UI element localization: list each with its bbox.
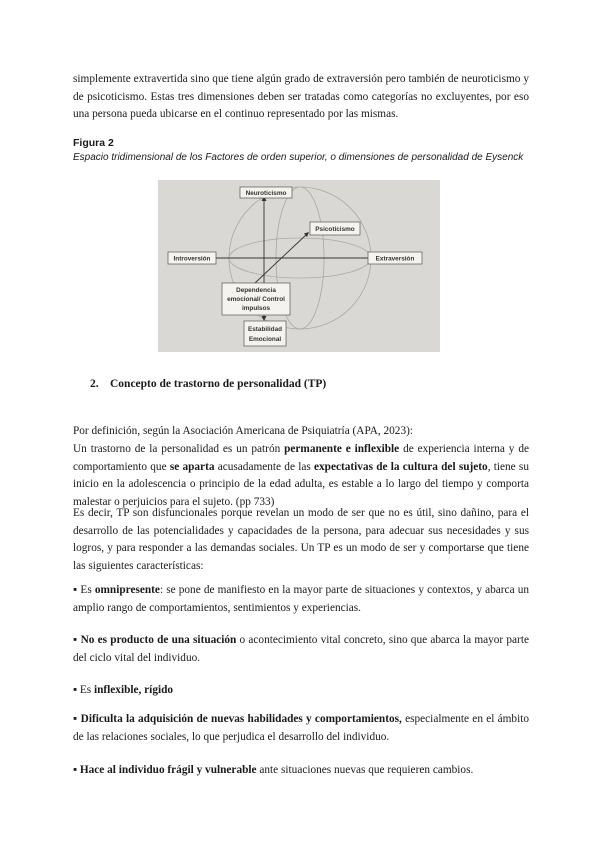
- bullet-4-prefix: ▪: [73, 713, 81, 725]
- quote-part-2: de experiencia interna y de comportamiento que: [73, 443, 529, 473]
- definition-quote: [73, 441, 529, 511]
- bullet-4-bold: Dificulta la adquisición de nuevas habilidades y comportamientos,: [80, 713, 402, 725]
- label-introversion: [168, 252, 216, 264]
- figure-label: Figura 2: [73, 137, 114, 149]
- bullet-2-bold: No es producto de una situación: [80, 634, 237, 646]
- bullet-3-prefix: ▪ Es: [73, 684, 94, 696]
- quote-bold-1: permanente e inflexible: [284, 443, 400, 455]
- intro-paragraph: simplemente extravertida sino que tiene algún grado de extraversión pero también de neuroticismo y de psicoticismo. Estas tres dimensiones deben ser tratadas como categorías no excluyentes, por eso una persona pueda ubicarse en el continuo representado por las mismas.: [73, 73, 529, 121]
- bullet-2-text: o acontecimiento vital concreto, sino que abarca la mayor parte del ciclo vital del individuo.: [73, 634, 529, 664]
- bullet-1-prefix: ▪ Es: [73, 584, 95, 596]
- label-psicoticismo: [310, 222, 360, 235]
- label-psicoticismo-text: Psicoticismo: [315, 226, 355, 233]
- label-dependencia-line3: impulsos: [241, 305, 271, 312]
- bullet-inflexible: [73, 682, 529, 700]
- label-dependencia-line2: emocional/ Control: [227, 296, 285, 303]
- bullet-omnipresente: [73, 582, 529, 617]
- bullet-1-bold: omnipresente: [94, 584, 160, 596]
- label-dependencia-line1: Dependencia: [236, 287, 276, 294]
- section-title: Concepto de trastorno de personalidad (TP): [110, 378, 327, 390]
- label-neuroticismo-text: Neuroticismo: [245, 190, 287, 197]
- bullet-5-prefix: ▪: [73, 764, 80, 776]
- label-dependencia: [222, 283, 290, 315]
- label-estabilidad-line1: Estabilidad: [247, 326, 283, 333]
- quote-part-1: Un trastorno de la personalidad es un patrón: [73, 443, 285, 455]
- figure-caption: Espacio tridimensional de los Factores de orden superior, o dimensiones de personalidad de Eysenck: [73, 152, 524, 163]
- bullet-situacion: [73, 632, 529, 667]
- label-extraversion: [368, 252, 422, 264]
- eysenck-diagram: [158, 180, 440, 352]
- bullet-5-bold: Hace al individuo frágil y vulnerable: [79, 764, 257, 776]
- quote-bold-2: se aparta: [169, 460, 215, 473]
- bullet-3-bold: inflexible, rígido: [93, 684, 174, 696]
- label-estabilidad-line2: Emocional: [248, 336, 282, 343]
- quote-part-4: , tiene su inicio en la adolescencia o principio de la edad adulta, es estable a lo largo del tiempo y comporta malestar o perjuicios para el sujeto. (pp 733): [73, 460, 529, 508]
- quote-part-3: acusadamente de las: [214, 460, 314, 473]
- quote-bold-3: expectativas de la cultura del sujeto: [314, 460, 488, 473]
- definition-paragraph-2: Es decir, TP son disfuncionales porque revelan un modo de ser que no es útil, sino dañino, para el desarrollo de las potencialidades y capacidades de la persona, para adecuar sus necesidades y sus logros, y para responder a las demandas sociales. Un TP es un modo de ser y comportarse que tiene las siguientes características:: [73, 507, 529, 572]
- bullet-fragil: [73, 762, 529, 780]
- bullet-5-text: ante situaciones nuevas que requieren cambios.: [256, 764, 474, 776]
- bullet-1-text: : se pone de manifiesto en la mayor parte de situaciones y contextos, y abarca un amplio rango de comportamientos, sentimientos y experiencias.: [73, 584, 530, 614]
- label-extraversion-text: Extraversión: [375, 255, 415, 263]
- bullet-habilidades: [73, 711, 529, 746]
- bullet-2-prefix: ▪: [73, 634, 81, 646]
- eysenck-diagram-svg: [158, 180, 440, 352]
- section-number: 2.: [90, 378, 99, 390]
- section-heading: [90, 378, 326, 390]
- definition-intro: Por definición, según la Asociación Americana de Psiquiatría (APA, 2023):: [73, 425, 413, 437]
- label-introversion-text: Introversión: [173, 255, 211, 263]
- label-estabilidad: [244, 321, 286, 346]
- label-neuroticismo: [240, 187, 292, 198]
- bullet-4-text: especialmente en el ámbito de las relaciones sociales, lo que perjudica el desarrollo del individuo.: [73, 713, 529, 743]
